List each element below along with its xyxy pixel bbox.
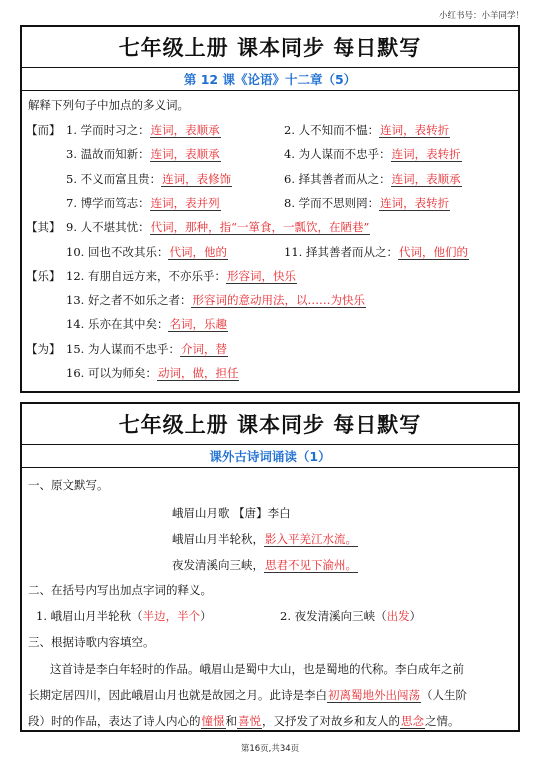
poem-line bbox=[172, 557, 358, 573]
section-heading: 二、在括号内写出加点字词的释义。 bbox=[28, 583, 212, 597]
question-item bbox=[66, 316, 228, 332]
paragraph-line: 这首诗是李白年轻时的作品。峨眉山是蜀中大山，也是蜀地的代称。李白成年之前 bbox=[50, 662, 464, 676]
definition-bracket: ） bbox=[200, 609, 212, 623]
worksheet-card-1 bbox=[20, 25, 520, 393]
category-tag: 【乐】 bbox=[26, 268, 61, 283]
question-item bbox=[66, 268, 297, 284]
definition-answer: 出发 bbox=[386, 609, 410, 623]
paragraph-text: （人生阶 bbox=[421, 688, 467, 702]
fill-answer: 憧憬 bbox=[201, 714, 225, 728]
question-text: 10. 回也不改其乐： bbox=[66, 244, 169, 259]
question-text: 3. 温故而知新： bbox=[66, 147, 150, 162]
question-text: 11. 择其善者而从之： bbox=[284, 244, 398, 259]
question-text: 6. 择其善者而从之： bbox=[284, 171, 391, 186]
question-item bbox=[66, 146, 221, 162]
definition-bracket: ） bbox=[409, 609, 422, 623]
question-item bbox=[66, 244, 228, 260]
question-text: 5. 不义而富且贵： bbox=[66, 171, 162, 186]
category-tag: 【而】 bbox=[26, 123, 61, 137]
definition-item bbox=[36, 608, 212, 624]
poem-title: 峨眉山月歌 【唐】李白 bbox=[172, 506, 291, 520]
question-item bbox=[66, 171, 232, 187]
card1-body bbox=[22, 91, 518, 391]
poem-line-question: 峨眉山月半轮秋， bbox=[172, 532, 264, 546]
question-item bbox=[284, 195, 450, 211]
section-heading: 一、原文默写。 bbox=[28, 478, 109, 492]
worksheet-card-2 bbox=[20, 402, 520, 732]
paragraph-text: 长期定居四川，因此峨眉山月也就是故园之月。此诗是李白 bbox=[28, 688, 327, 702]
question-text: 9. 人不堪其忧： bbox=[66, 220, 150, 235]
paragraph-text: ，又抒发了对故乡和友人的 bbox=[262, 714, 400, 728]
answer-text: 代词，他们的 bbox=[398, 244, 468, 259]
paragraph-line bbox=[28, 687, 467, 703]
definition-question: 1. 峨眉山月半轮秋（ bbox=[36, 609, 143, 623]
answer-text: 代词，他的 bbox=[169, 244, 227, 259]
question-text: 1. 学而时习之： bbox=[66, 123, 150, 137]
poem-line-answer: 影入平羌江水流。 bbox=[265, 532, 357, 546]
question-text: 8. 学而不思则罔： bbox=[284, 195, 380, 210]
answer-text: 连词，表转折 bbox=[380, 195, 450, 210]
answer-text: 连词，表修饰 bbox=[162, 171, 232, 186]
top-note: 小红书号：小羊同学！ bbox=[438, 11, 524, 21]
card2-body bbox=[22, 468, 518, 730]
question-text: 4. 为人谋而不忠乎： bbox=[284, 147, 391, 162]
question-text: 12. 有朋自远方来，不亦乐乎： bbox=[66, 268, 226, 283]
poem-line-question: 夜发清溪向三峡， bbox=[172, 558, 264, 572]
question-text: 15. 为人谋而不忠乎： bbox=[66, 341, 180, 356]
question-item bbox=[284, 122, 450, 138]
question-item bbox=[284, 146, 462, 162]
answer-text: 动词，做，担任 bbox=[157, 366, 239, 380]
answer-text: 介词，替 bbox=[180, 341, 227, 356]
paragraph-text: 和 bbox=[225, 714, 237, 728]
page-footer: 第16页,共34页 bbox=[240, 744, 300, 754]
definition-answer: 半边，半个 bbox=[142, 609, 201, 623]
card-subtitle: 第 12 课《论语》十二章（5） bbox=[22, 67, 518, 91]
answer-text: 形容词的意动用法，以……为快乐 bbox=[192, 293, 365, 308]
definition-question: 2. 夜发清溪向三峡（ bbox=[280, 609, 387, 623]
question-item bbox=[66, 195, 221, 211]
category-tag: 【其】 bbox=[26, 220, 61, 235]
answer-text: 连词，表顺承 bbox=[391, 171, 461, 186]
question-text: 13. 好之者不如乐之者： bbox=[66, 293, 192, 308]
paragraph-text: 之情。 bbox=[425, 714, 460, 728]
question-text: 16. 可以为师矣： bbox=[66, 366, 157, 380]
question-text: 7. 博学而笃志： bbox=[66, 195, 150, 210]
question-item bbox=[66, 365, 239, 381]
fill-answer: 喜悦 bbox=[238, 714, 261, 728]
fill-answer: 思念 bbox=[401, 714, 424, 728]
category-tag: 【为】 bbox=[26, 341, 61, 356]
question-text: 2. 人不知而不愠： bbox=[284, 123, 380, 137]
answer-text: 连词，表并列 bbox=[150, 195, 220, 210]
section-heading: 三、根据诗歌内容填空。 bbox=[28, 635, 155, 649]
question-item bbox=[284, 171, 462, 187]
question-item bbox=[284, 244, 469, 260]
answer-text: 连词，表转折 bbox=[380, 123, 450, 137]
question-item bbox=[66, 292, 366, 308]
answer-text: 连词，表顺承 bbox=[150, 123, 220, 137]
instruction: 解释下列句子中加点的多义词。 bbox=[28, 98, 189, 112]
card-title: 七年级上册 课本同步 每日默写 bbox=[118, 413, 422, 437]
answer-text: 连词，表转折 bbox=[391, 147, 461, 162]
answer-text: 连词，表顺承 bbox=[150, 147, 220, 162]
card-subtitle: 课外古诗词诵读（1） bbox=[22, 444, 518, 468]
poem-line-answer: 思君不见下渝州。 bbox=[265, 558, 357, 572]
poem-line bbox=[172, 531, 358, 547]
answer-text: 名词，乐趣 bbox=[169, 317, 227, 332]
answer-text: 形容词，快乐 bbox=[226, 268, 296, 283]
answer-text: 代词，那种，指“一箪食，一瓢饮，在陋巷” bbox=[150, 220, 370, 235]
paragraph-text: 段）时的作品，表达了诗人内心的 bbox=[28, 714, 201, 728]
question-item bbox=[66, 219, 370, 235]
question-item bbox=[66, 122, 221, 138]
definition-item bbox=[280, 608, 421, 624]
card-title: 七年级上册 课本同步 每日默写 bbox=[118, 36, 422, 60]
question-text: 14. 乐亦在其中矣： bbox=[66, 317, 169, 332]
paragraph-line bbox=[28, 713, 460, 729]
question-item bbox=[66, 341, 228, 357]
fill-answer: 初离蜀地外出闯荡 bbox=[328, 688, 420, 702]
